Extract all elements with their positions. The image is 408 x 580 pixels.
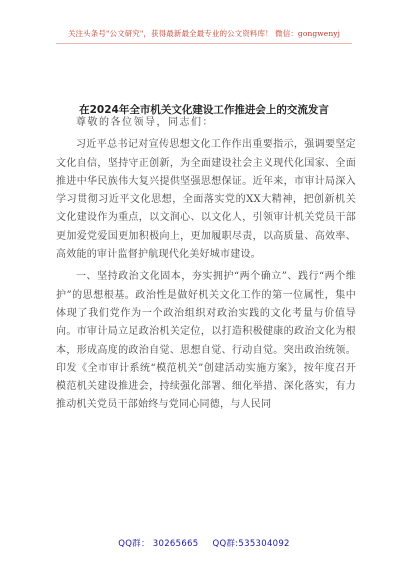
document-title: 在2024年全市机关文化建设工作推进会上的交流发言 <box>79 104 329 116</box>
footer-qq-group-2: QQ群:535304092 <box>212 539 290 549</box>
paragraph-intro: 习近平总书记对宣传思想文化工作作出重要指示，强调要坚定文化自信，坚持守正创新，为全面建设社会主义现代化国家、全面推进中华民族伟大复兴提供坚强思想保证。近年来，市审计局深入学习贯彻习近平文化思想，全面落实党的XX大精神，把创新机关文化建设作为重点，以文润心、以文化人，引领审计机关党员干部更加爱党爱国更加积极向上，更加履职尽责，以高质量、高效率、高效能的审计监督护航现代化美好城市建设。 <box>56 139 356 261</box>
footer-qq-group-1: QQ群： 30265665 <box>118 539 199 549</box>
header-divider <box>56 43 352 44</box>
salutation: 尊敬的各位领导，同志们： <box>76 117 214 128</box>
paragraph-section-one: 一、坚持政治文化固本，夯实拥护“两个确立”、践行“两个维护”的思想根基。政治性是做好机关文化工作的第一位属性，集中体现了我们党作为一个政治组织对政治实践的文化考量与价值导向。市审计局立足政治机关定位，以打造积极健康的政治文化为根本，形成高度的政治自觉、思想自觉、行动自觉。突出政治统领。印发《全市审计系统“模范机关”创建活动实施方案》，按年度召开模范机关建设推进会，持续强化部署、细化举措、深化落实，有力推动机关党员干部始终与党同心同德，与人民同 <box>56 271 356 411</box>
header-promo-note: 关注头条号"公文研究"，获得最新最全最专业的公文资料库！ 微信：gongwenyj <box>67 29 341 38</box>
footer-contact <box>0 537 408 549</box>
document-body <box>56 114 356 415</box>
